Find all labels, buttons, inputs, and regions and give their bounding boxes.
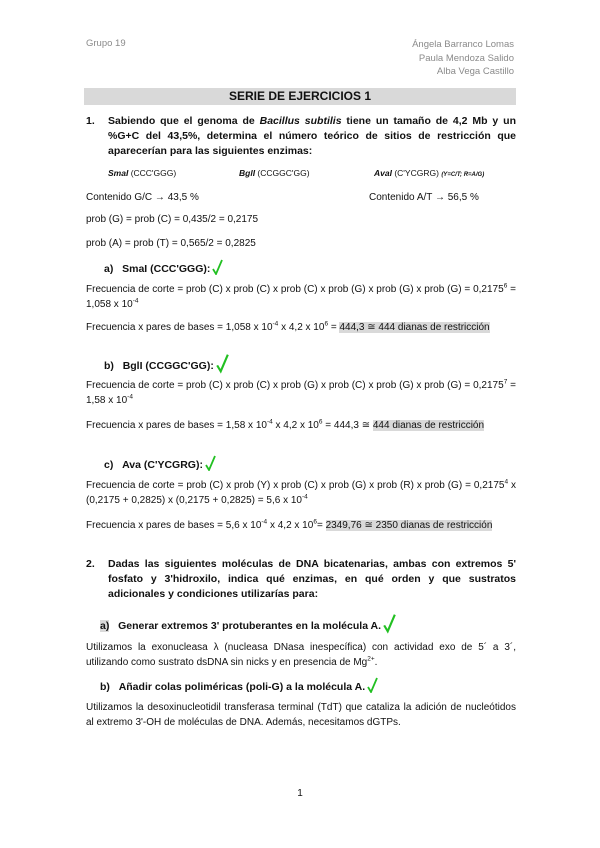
prob-at: prob (A) = prob (T) = 0,565/2 = 0,2825 [86,238,256,249]
exponent: -4 [272,320,279,328]
checkmark-icon [383,612,396,634]
answer-2b: Utilizamos la desoxinucleotidil transferasa terminal (TdT) que cataliza la adición de nucleótidos al extremo 3'-OH de moléculas de DNA. Además, necesitamos dGTPs. [86,702,516,728]
subsection-label: b) [104,360,114,372]
exponent: -4 [266,418,273,426]
formula-text: x (0,2175 + 0,2825) x (0,2175 + 0,2825) = 5,6 x 10 [86,480,517,506]
exponent: -4 [127,393,133,401]
exponent: 6 [503,282,508,290]
exponent: 6 [313,518,317,526]
formula-text: = [328,322,340,333]
subsection-1a [104,259,223,275]
enzyme-bgli [239,168,310,178]
prob-gc: prob (G) = prob (C) = 0,435/2 = 0,2175 [86,214,259,225]
enzyme-site: (CCGGC'GG) [255,168,310,178]
group-label: Grupo 19 [86,38,126,49]
page-title: SERIE DE EJERCICIOS 1 [84,88,516,105]
exponent: -4 [302,493,308,501]
subsection-1b [104,352,229,374]
formula-text: Frecuencia x pares de bases = 1,058 x 10 [86,322,273,333]
frequency-1a [86,282,516,312]
highlighted-result: 444,3 ≅ 444 dianas de restricción [339,322,490,333]
answer-2a [86,640,516,670]
formula-text: x 4,2 x 10 [272,420,319,431]
question-text: Sabiendo que el genoma de [108,115,260,127]
enzyme-name: AvaI [374,168,392,178]
checkmark-icon [367,677,378,693]
frequency-1c [86,478,516,508]
enzyme-avai [374,168,484,178]
result-1b [86,418,516,433]
frequency-1b [86,378,516,408]
subsection-label: a) [104,263,114,275]
formula-text: Frecuencia de corte = prob (C) x prob (C) x prob (C) x prob (G) x prob (G) x prob (G) = 0,2175 [86,284,504,295]
formula-text: Frecuencia x pares de bases = 1,58 x 10 [86,420,267,431]
exponent: -4 [261,518,268,526]
formula-text: Frecuencia x pares de bases = 5,6 x 10 [86,520,262,531]
question-2 [86,557,516,602]
answer-text: . [374,657,378,668]
enzyme-site: (C'YCGRG) [391,168,439,178]
exponent: 6 [318,418,323,426]
subsection-title: BglI (CCGGC'GG): [122,360,214,372]
question-text: Dadas las siguientes moléculas de DNA bicatenarias, ambas con extremos 5' fosfato y 3'hidroxilo, indica qué enzimas, en qué orden y que sustratos adicionales y condiciones utilizarías para: [108,558,516,600]
exponent: 7 [503,378,508,386]
highlighted-result: 444 dianas de restricción [372,420,485,431]
subsection-title: Ava (C'YCGRG): [122,459,203,471]
at-content: Contenido A/T → 56,5 % [369,192,479,203]
checkmark-icon [216,352,229,374]
result-1a [86,320,516,335]
formula-text: = 444,3 ≅ [322,420,373,431]
subsection-2b [100,677,378,693]
enzyme-site: (CCC'GGG) [128,168,177,178]
formula-text: = 1,58 x 10 [86,380,516,406]
page-number: 1 [297,788,303,799]
enzyme-smai [108,168,176,178]
authors-block [412,38,514,79]
formula-text: = 1,058 x 10 [86,284,516,310]
subsection-title: SmaI (CCC'GGG): [122,263,211,275]
subsection-label: a) [100,620,110,632]
gc-content: Contenido G/C → 43,5 % [86,192,199,203]
author-name: Paula Mendoza Salido [418,52,514,64]
subsection-2a [100,612,396,634]
species-name: Bacillus subtilis [259,115,342,127]
formula-text: x 4,2 x 10 [267,520,314,531]
highlighted-result: 2349,76 ≅ 2350 dianas de restricción [325,520,493,531]
exponent: 4 [504,478,509,486]
subsection-1c [104,455,216,471]
exponent: 6 [324,320,329,328]
superscript: 2+ [367,655,375,663]
exponent: -4 [132,297,139,305]
question-1 [86,114,516,159]
formula-text: Frecuencia de corte = prob (C) x prob (C) x prob (G) x prob (C) x prob (G) x prob (G) = 0,2175 [86,380,504,391]
enzyme-note: (Y=C/T; R=A/G) [441,172,485,178]
subsection-label: b) [100,681,110,693]
checkmark-icon [205,455,216,471]
enzyme-name: BglI [239,168,256,178]
formula-text: = [316,520,326,531]
author-name: Ángela Barranco Lomas [412,39,514,50]
question-text: tiene un tamaño de 4,2 Mb y un %G+C del 43,5%, determina el número teórico de sitios de restricción que aparecerían para las siguientes enzimas: [108,115,516,157]
result-1c [86,518,516,533]
question-number: 1. [86,115,95,127]
formula-text: x 4,2 x 10 [278,322,325,333]
enzyme-name: SmaI [108,168,129,178]
answer-text: Utilizamos la exonucleasa λ (nucleasa DNasa inespecífica) con actividad exo de 5´ a 3´, utilizando como sustrato dsDNA sin nicks y en presencia de Mg [86,642,516,668]
subsection-title: Añadir colas poliméricas (poli-G) a la molécula A. [118,681,366,693]
subsection-label: c) [104,459,114,471]
question-number: 2. [86,558,95,570]
formula-text: Frecuencia de corte = prob (C) x prob (Y) x prob (C) x prob (G) x prob (R) x prob (G) = 0,2175 [86,480,505,491]
author-name: Alba Vega Castillo [436,66,514,77]
subsection-title: Generar extremos 3' protuberantes en la molécula A. [118,620,382,632]
checkmark-icon [212,259,223,275]
